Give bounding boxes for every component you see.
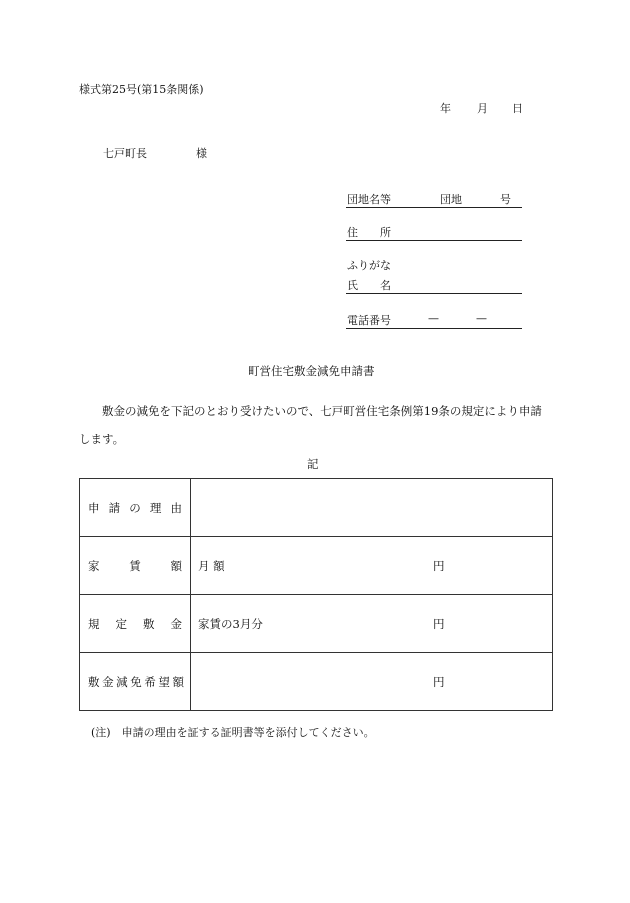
label-char: 家 [88,558,100,573]
table-row [80,595,553,653]
label-char: 申 [88,500,100,515]
reduction-yen: 円 [433,674,445,689]
addressee-name: 七戸町長 [103,147,147,160]
name-field[interactable] [346,277,522,294]
date-month: 月 [477,102,488,115]
label-char: 金 [102,674,114,689]
label-char: 金 [170,616,182,631]
address-label-2: 所 [380,226,391,239]
phone-field[interactable] [346,312,522,329]
ki-mark: 記 [307,457,319,471]
rent-yen: 円 [433,558,445,573]
label-char: 免 [130,674,142,689]
label-char: 賃 [129,558,141,573]
rent-value: 月 額 [198,558,225,573]
form-number: 様式第25号(第15条関係) [79,83,204,96]
label-char: 敷 [143,616,155,631]
table-row [80,537,553,595]
complex-label: 団地名等 [347,193,391,206]
phone-label: 電話番号 [347,314,391,327]
rent-value-cell[interactable] [191,537,553,595]
label-cell-reason [80,479,191,537]
label-char: 敷 [88,674,100,689]
label-char: 理 [149,500,162,515]
body-line-2: します。 [79,432,125,446]
label-char: 規 [88,616,100,631]
label-char: 減 [116,674,128,689]
body-line-1: 敷金の減免を下記のとおり受けたいので、七戸町営住宅条例第19条の規定により申請 [102,404,542,418]
label-cell-rent [80,537,191,595]
label-cell-reduction [80,653,191,711]
label-char: 額 [170,558,182,573]
phone-dash-2: — [476,312,487,325]
complex-suffix: 団地 [440,193,462,206]
note: (注) 申請の理由を証する証明書等を添付してください。 [91,726,375,739]
name-label-1: 氏 [347,279,358,292]
table-row [80,479,553,537]
addressee-honorific: 様 [196,147,207,160]
reason-value-cell[interactable] [191,479,553,537]
label-char: 請 [108,500,121,515]
form-title: 町営住宅敷金減免申請書 [248,364,375,378]
complex-field[interactable] [346,191,522,208]
label-cell-deposit [80,595,191,653]
deposit-value: 家賃の3月分 [198,616,263,631]
phone-dash-1: — [428,312,439,325]
reduction-value-cell[interactable] [191,653,553,711]
label-char: 望 [158,674,170,689]
address-label-1: 住 [347,226,358,239]
address-field[interactable] [346,224,522,241]
record-table [79,478,553,711]
date-year: 年 [440,102,451,115]
table-row [80,653,553,711]
deposit-yen: 円 [433,616,445,631]
deposit-value-cell[interactable] [191,595,553,653]
furigana-label: ふりがな [347,259,391,272]
date-day: 日 [512,102,523,115]
label-char: 定 [115,616,127,631]
label-char: 希 [144,674,156,689]
label-char: の [129,500,141,515]
name-label-2: 名 [380,279,391,292]
label-char: 額 [172,674,184,689]
label-char: 由 [170,500,182,515]
number-suffix: 号 [500,193,511,206]
